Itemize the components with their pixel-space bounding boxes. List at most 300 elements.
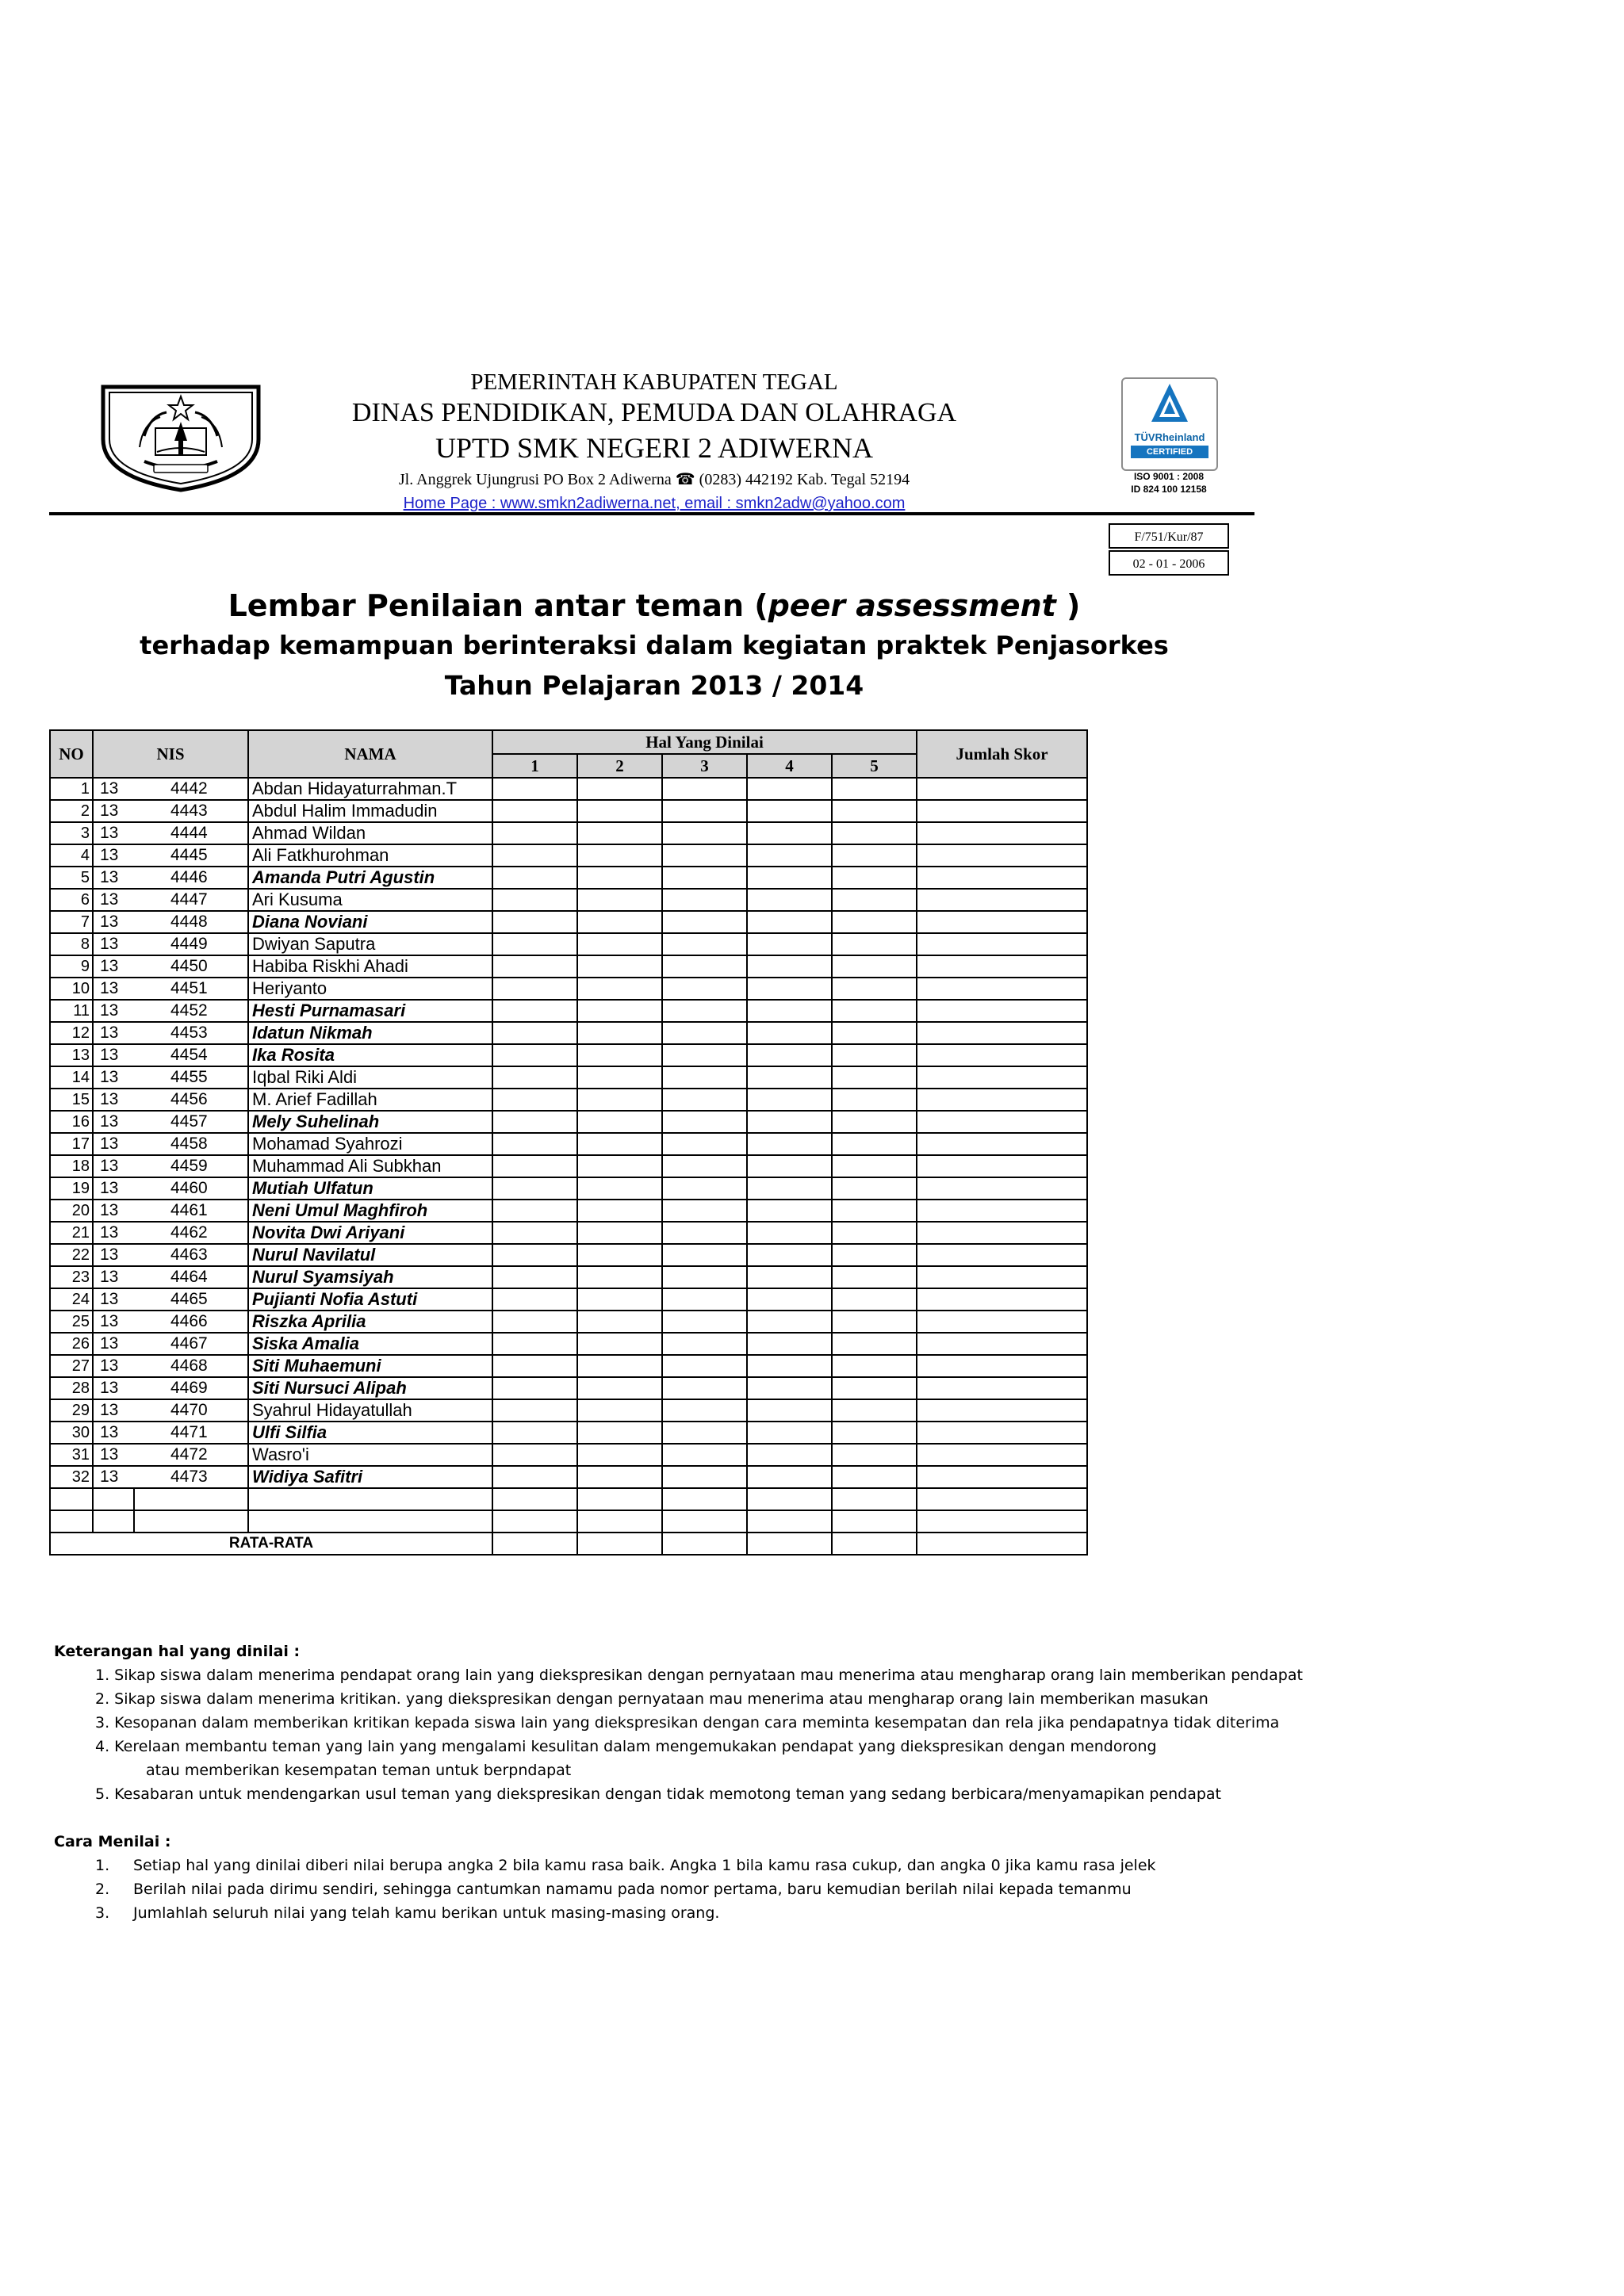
total-cell[interactable] xyxy=(917,800,1087,822)
score-cell[interactable] xyxy=(577,1177,662,1200)
total-cell[interactable] xyxy=(917,1510,1087,1533)
score-cell[interactable] xyxy=(577,800,662,822)
score-cell[interactable] xyxy=(832,1510,917,1533)
student-name: Widiya Safitri xyxy=(248,1466,492,1488)
score-cell[interactable] xyxy=(832,1244,917,1266)
score-cell[interactable] xyxy=(747,1066,832,1089)
score-cell[interactable] xyxy=(492,1444,577,1466)
table-row xyxy=(50,1044,1087,1066)
score-cell[interactable] xyxy=(577,844,662,867)
student-number: 13 xyxy=(50,1044,93,1066)
table-row xyxy=(50,1311,1087,1333)
total-cell[interactable] xyxy=(917,1133,1087,1155)
student-nis: 4447 xyxy=(134,889,248,911)
score-cell[interactable] xyxy=(492,1022,577,1044)
score-cell[interactable] xyxy=(577,1000,662,1022)
score-cell[interactable] xyxy=(747,1000,832,1022)
score-cell[interactable] xyxy=(492,1266,577,1288)
score-cell[interactable] xyxy=(662,867,747,889)
student-number: 3 xyxy=(50,822,93,844)
criteria-item-2: 2. Sikap siswa dalam menerima kritikan. yang diekspresikan dengan pernyataan mau menerima atau mengharap orang lain memberikan masukan xyxy=(95,1690,1208,1708)
student-nis: 4471 xyxy=(134,1422,248,1444)
score-cell[interactable] xyxy=(832,867,917,889)
score-cell[interactable] xyxy=(832,1200,917,1222)
score-cell[interactable] xyxy=(577,1355,662,1377)
table-row xyxy=(50,1111,1087,1133)
score-cell[interactable] xyxy=(662,1488,747,1510)
total-cell[interactable] xyxy=(917,822,1087,844)
score-cell[interactable] xyxy=(492,1155,577,1177)
score-cell[interactable] xyxy=(577,1066,662,1089)
student-nis: 4470 xyxy=(134,1399,248,1422)
score-cell[interactable] xyxy=(662,1022,747,1044)
score-cell[interactable] xyxy=(832,778,917,800)
score-cell[interactable] xyxy=(832,1444,917,1466)
blank-cell[interactable] xyxy=(93,1510,134,1533)
total-cell[interactable] xyxy=(917,1444,1087,1466)
student-number: 30 xyxy=(50,1422,93,1444)
score-cell[interactable] xyxy=(662,1355,747,1377)
blank-cell[interactable] xyxy=(134,1510,248,1533)
score-cell[interactable] xyxy=(492,1222,577,1244)
score-cell[interactable] xyxy=(747,1355,832,1377)
total-cell[interactable] xyxy=(917,1177,1087,1200)
score-cell[interactable] xyxy=(577,1089,662,1111)
blank-cell[interactable] xyxy=(50,1510,93,1533)
homepage-link[interactable]: Home Page : www.smkn2adiwerna.net, email : smkn2adw@yahoo.com xyxy=(403,495,906,512)
total-cell[interactable] xyxy=(917,1089,1087,1111)
student-nis: 4446 xyxy=(134,867,248,889)
score-cell[interactable] xyxy=(832,1044,917,1066)
score-cell[interactable] xyxy=(832,1311,917,1333)
score-cell[interactable] xyxy=(662,1466,747,1488)
score-cell[interactable] xyxy=(832,800,917,822)
score-cell[interactable] xyxy=(492,1089,577,1111)
score-cell[interactable] xyxy=(492,1333,577,1355)
document-date: 02 - 01 - 2006 xyxy=(1109,550,1229,576)
total-cell[interactable] xyxy=(917,889,1087,911)
blank-cell[interactable] xyxy=(93,1488,134,1510)
total-cell[interactable] xyxy=(917,955,1087,978)
total-cell[interactable] xyxy=(917,1111,1087,1133)
score-cell[interactable] xyxy=(747,1266,832,1288)
score-cell[interactable] xyxy=(832,1066,917,1089)
blank-cell[interactable] xyxy=(50,1488,93,1510)
score-cell[interactable] xyxy=(832,955,917,978)
student-number: 16 xyxy=(50,1111,93,1133)
student-name: Syahrul Hidayatullah xyxy=(248,1399,492,1422)
score-cell[interactable] xyxy=(832,1155,917,1177)
student-number: 6 xyxy=(50,889,93,911)
score-cell[interactable] xyxy=(662,978,747,1000)
score-cell[interactable] xyxy=(747,1399,832,1422)
score-cell[interactable] xyxy=(832,1488,917,1510)
score-cell[interactable] xyxy=(662,800,747,822)
score-cell[interactable] xyxy=(747,1111,832,1133)
score-cell[interactable] xyxy=(577,978,662,1000)
student-nis: 4461 xyxy=(134,1200,248,1222)
score-cell[interactable] xyxy=(577,1200,662,1222)
total-cell[interactable] xyxy=(917,911,1087,933)
blank-cell[interactable] xyxy=(248,1510,492,1533)
header-nis: NIS xyxy=(93,730,248,778)
student-nis: 4472 xyxy=(134,1444,248,1466)
total-cell[interactable] xyxy=(917,1333,1087,1355)
score-cell[interactable] xyxy=(662,955,747,978)
score-cell[interactable] xyxy=(832,1089,917,1111)
document-code: F/751/Kur/87 xyxy=(1109,523,1229,549)
score-cell[interactable] xyxy=(832,889,917,911)
student-nis-prefix: 13 xyxy=(93,1089,134,1111)
score-cell[interactable] xyxy=(577,1422,662,1444)
instruction-item xyxy=(54,1877,1259,1901)
score-cell[interactable] xyxy=(492,933,577,955)
instruction-text: Setiap hal yang dinilai diberi nilai berupa angka 2 bila kamu rasa baik. Angka 1 bila kamu rasa cukup, dan angka 0 jika kamu rasa jelek xyxy=(133,1857,1156,1874)
score-cell[interactable] xyxy=(492,911,577,933)
total-cell[interactable] xyxy=(917,1000,1087,1022)
score-cell[interactable] xyxy=(577,1155,662,1177)
score-cell[interactable] xyxy=(492,844,577,867)
score-cell[interactable] xyxy=(662,1333,747,1355)
total-cell[interactable] xyxy=(917,1044,1087,1066)
score-cell[interactable] xyxy=(832,844,917,867)
score-cell[interactable] xyxy=(492,1288,577,1311)
score-cell[interactable] xyxy=(662,1044,747,1066)
school-name: UPTD SMK NEGERI 2 ADIWERNA xyxy=(435,432,873,464)
score-cell[interactable] xyxy=(662,1510,747,1533)
student-nis-prefix: 13 xyxy=(93,1244,134,1266)
total-cell[interactable] xyxy=(917,1377,1087,1399)
student-nis: 4444 xyxy=(134,822,248,844)
student-number: 29 xyxy=(50,1399,93,1422)
score-cell[interactable] xyxy=(662,844,747,867)
student-nis: 4442 xyxy=(134,778,248,800)
score-cell[interactable] xyxy=(662,1288,747,1311)
table-row xyxy=(50,1200,1087,1222)
score-cell[interactable] xyxy=(492,1200,577,1222)
score-cell[interactable] xyxy=(662,1266,747,1288)
score-cell[interactable] xyxy=(832,1222,917,1244)
score-cell[interactable] xyxy=(577,1333,662,1355)
student-number: 27 xyxy=(50,1355,93,1377)
table-row xyxy=(50,911,1087,933)
average-cell[interactable] xyxy=(832,1533,917,1555)
score-cell[interactable] xyxy=(492,1355,577,1377)
score-cell[interactable] xyxy=(492,1111,577,1133)
student-number: 4 xyxy=(50,844,93,867)
score-cell[interactable] xyxy=(577,889,662,911)
total-cell[interactable] xyxy=(917,867,1087,889)
student-name: Mutiah Ulfatun xyxy=(248,1177,492,1200)
student-nis-prefix: 13 xyxy=(93,1044,134,1066)
score-cell[interactable] xyxy=(577,933,662,955)
score-cell[interactable] xyxy=(662,1244,747,1266)
score-cell[interactable] xyxy=(577,1510,662,1533)
score-cell[interactable] xyxy=(662,1089,747,1111)
score-cell[interactable] xyxy=(492,1399,577,1422)
score-cell[interactable] xyxy=(492,1377,577,1399)
average-cell[interactable] xyxy=(747,1533,832,1555)
score-cell[interactable] xyxy=(662,822,747,844)
student-nis-prefix: 13 xyxy=(93,1399,134,1422)
average-cell[interactable] xyxy=(492,1533,577,1555)
score-cell[interactable] xyxy=(492,1133,577,1155)
score-cell[interactable] xyxy=(577,1288,662,1311)
student-nis-prefix: 13 xyxy=(93,1200,134,1222)
score-cell[interactable] xyxy=(577,1022,662,1044)
total-cell[interactable] xyxy=(917,933,1087,955)
score-cell[interactable] xyxy=(492,1177,577,1200)
score-cell[interactable] xyxy=(577,955,662,978)
average-total-cell[interactable] xyxy=(917,1533,1087,1555)
score-cell[interactable] xyxy=(492,1044,577,1066)
score-cell[interactable] xyxy=(577,1444,662,1466)
score-cell[interactable] xyxy=(662,1200,747,1222)
score-cell[interactable] xyxy=(832,1177,917,1200)
score-cell[interactable] xyxy=(747,800,832,822)
score-cell[interactable] xyxy=(747,1510,832,1533)
total-cell[interactable] xyxy=(917,1022,1087,1044)
score-cell[interactable] xyxy=(662,1422,747,1444)
student-nis-prefix: 13 xyxy=(93,1466,134,1488)
student-nis: 4458 xyxy=(134,1133,248,1155)
score-cell[interactable] xyxy=(747,1200,832,1222)
score-cell[interactable] xyxy=(747,978,832,1000)
score-cell[interactable] xyxy=(747,778,832,800)
score-cell[interactable] xyxy=(832,1377,917,1399)
student-number: 23 xyxy=(50,1266,93,1288)
score-cell[interactable] xyxy=(747,1222,832,1244)
score-cell[interactable] xyxy=(577,1266,662,1288)
score-cell[interactable] xyxy=(577,1377,662,1399)
letterhead xyxy=(285,368,1023,515)
blank-cell[interactable] xyxy=(134,1488,248,1510)
score-cell[interactable] xyxy=(747,1422,832,1444)
total-cell[interactable] xyxy=(917,1488,1087,1510)
score-cell[interactable] xyxy=(662,1066,747,1089)
score-cell[interactable] xyxy=(662,1444,747,1466)
student-nis: 4457 xyxy=(134,1111,248,1133)
score-cell[interactable] xyxy=(832,933,917,955)
table-row-average xyxy=(50,1533,1087,1555)
score-cell[interactable] xyxy=(662,889,747,911)
score-cell[interactable] xyxy=(747,911,832,933)
score-cell[interactable] xyxy=(492,1488,577,1510)
score-cell[interactable] xyxy=(747,933,832,955)
total-cell[interactable] xyxy=(917,1155,1087,1177)
table-row xyxy=(50,844,1087,867)
total-cell[interactable] xyxy=(917,1422,1087,1444)
score-cell[interactable] xyxy=(492,978,577,1000)
score-cell[interactable] xyxy=(492,1000,577,1022)
score-cell[interactable] xyxy=(832,911,917,933)
total-cell[interactable] xyxy=(917,1288,1087,1311)
score-cell[interactable] xyxy=(747,822,832,844)
score-cell[interactable] xyxy=(747,1177,832,1200)
student-number: 11 xyxy=(50,1000,93,1022)
student-number: 15 xyxy=(50,1089,93,1111)
score-cell[interactable] xyxy=(577,1111,662,1133)
score-cell[interactable] xyxy=(492,955,577,978)
score-cell[interactable] xyxy=(747,844,832,867)
score-cell[interactable] xyxy=(577,1311,662,1333)
score-cell[interactable] xyxy=(832,1355,917,1377)
header-criterion-2: 2 xyxy=(577,754,662,778)
score-cell[interactable] xyxy=(662,1311,747,1333)
table-row xyxy=(50,800,1087,822)
criteria-heading: Keterangan hal yang dinilai : xyxy=(54,1643,301,1660)
score-cell[interactable] xyxy=(577,867,662,889)
average-cell[interactable] xyxy=(662,1533,747,1555)
score-cell[interactable] xyxy=(662,1000,747,1022)
score-cell[interactable] xyxy=(747,1488,832,1510)
header-criterion-1: 1 xyxy=(492,754,577,778)
score-cell[interactable] xyxy=(747,889,832,911)
student-nis-prefix: 13 xyxy=(93,1444,134,1466)
score-cell[interactable] xyxy=(832,1266,917,1288)
score-cell[interactable] xyxy=(747,1244,832,1266)
table-row xyxy=(50,1177,1087,1200)
tuv-triangle-icon xyxy=(1123,379,1216,431)
score-cell[interactable] xyxy=(492,1466,577,1488)
student-nis: 4460 xyxy=(134,1177,248,1200)
total-cell[interactable] xyxy=(917,1311,1087,1333)
student-name: Iqbal Riki Aldi xyxy=(248,1066,492,1089)
score-cell[interactable] xyxy=(577,1244,662,1266)
average-cell[interactable] xyxy=(577,1533,662,1555)
student-nis-prefix: 13 xyxy=(93,867,134,889)
table-row xyxy=(50,1355,1087,1377)
score-cell[interactable] xyxy=(832,1111,917,1133)
score-cell[interactable] xyxy=(492,867,577,889)
score-cell[interactable] xyxy=(662,1177,747,1200)
student-name: Wasro'i xyxy=(248,1444,492,1466)
score-cell[interactable] xyxy=(832,822,917,844)
score-cell[interactable] xyxy=(747,955,832,978)
score-cell[interactable] xyxy=(577,1488,662,1510)
score-cell[interactable] xyxy=(662,1377,747,1399)
score-cell[interactable] xyxy=(662,933,747,955)
total-cell[interactable] xyxy=(917,1355,1087,1377)
score-cell[interactable] xyxy=(832,1288,917,1311)
header-criterion-5: 5 xyxy=(832,754,917,778)
total-cell[interactable] xyxy=(917,978,1087,1000)
score-cell[interactable] xyxy=(832,1022,917,1044)
score-cell[interactable] xyxy=(492,822,577,844)
score-cell[interactable] xyxy=(747,867,832,889)
score-cell[interactable] xyxy=(492,1311,577,1333)
score-cell[interactable] xyxy=(577,1222,662,1244)
criteria-item-5: 5. Kesabaran untuk mendengarkan usul teman yang diekspresikan dengan tidak memotong teman yang sedang berbicara/menyamapikan pendapat xyxy=(95,1785,1221,1803)
score-cell[interactable] xyxy=(747,1377,832,1399)
student-number: 28 xyxy=(50,1377,93,1399)
table-row xyxy=(50,822,1087,844)
score-cell[interactable] xyxy=(492,778,577,800)
iso-id: ID 824 100 12158 xyxy=(1131,484,1207,495)
score-cell[interactable] xyxy=(577,1399,662,1422)
score-cell[interactable] xyxy=(492,1510,577,1533)
total-cell[interactable] xyxy=(917,1066,1087,1089)
student-name: Neni Umul Maghfiroh xyxy=(248,1200,492,1222)
total-cell[interactable] xyxy=(917,1399,1087,1422)
score-cell[interactable] xyxy=(832,1333,917,1355)
score-cell[interactable] xyxy=(662,1399,747,1422)
score-cell[interactable] xyxy=(577,1466,662,1488)
table-row xyxy=(50,1422,1087,1444)
student-nis: 4467 xyxy=(134,1333,248,1355)
score-cell[interactable] xyxy=(662,1133,747,1155)
score-cell[interactable] xyxy=(832,1399,917,1422)
score-cell[interactable] xyxy=(747,1333,832,1355)
total-cell[interactable] xyxy=(917,1222,1087,1244)
total-cell[interactable] xyxy=(917,1200,1087,1222)
table-row xyxy=(50,1066,1087,1089)
table-row xyxy=(50,1399,1087,1422)
assessment-criteria-notes xyxy=(54,1640,1303,1806)
score-cell[interactable] xyxy=(747,1288,832,1311)
total-cell[interactable] xyxy=(917,778,1087,800)
score-cell[interactable] xyxy=(832,978,917,1000)
total-cell[interactable] xyxy=(917,1266,1087,1288)
score-cell[interactable] xyxy=(747,1089,832,1111)
score-cell[interactable] xyxy=(747,1466,832,1488)
score-cell[interactable] xyxy=(662,1111,747,1133)
score-cell[interactable] xyxy=(662,1222,747,1244)
score-cell[interactable] xyxy=(747,1155,832,1177)
score-cell[interactable] xyxy=(492,1244,577,1266)
student-nis: 4443 xyxy=(134,800,248,822)
score-cell[interactable] xyxy=(832,1422,917,1444)
score-cell[interactable] xyxy=(747,1044,832,1066)
score-cell[interactable] xyxy=(662,778,747,800)
score-cell[interactable] xyxy=(747,1444,832,1466)
student-nis: 4468 xyxy=(134,1355,248,1377)
student-nis-prefix: 13 xyxy=(93,800,134,822)
student-nis: 4454 xyxy=(134,1044,248,1066)
score-cell[interactable] xyxy=(832,1133,917,1155)
tuv-certified-label: CERTIFIED xyxy=(1131,446,1208,458)
total-cell[interactable] xyxy=(917,1466,1087,1488)
score-cell[interactable] xyxy=(577,1044,662,1066)
school-address: Jl. Anggrek Ujungrusi PO Box 2 Adiwerna ☎ (0283) 442192 Kab. Tegal 52194 xyxy=(398,471,910,488)
score-cell[interactable] xyxy=(492,1066,577,1089)
score-cell[interactable] xyxy=(577,822,662,844)
score-cell[interactable] xyxy=(747,1311,832,1333)
score-cell[interactable] xyxy=(662,911,747,933)
student-nis: 4463 xyxy=(134,1244,248,1266)
student-name: Siti Nursuci Alipah xyxy=(248,1377,492,1399)
score-cell[interactable] xyxy=(747,1133,832,1155)
student-number: 5 xyxy=(50,867,93,889)
score-cell[interactable] xyxy=(832,1000,917,1022)
score-cell[interactable] xyxy=(577,911,662,933)
student-nis-prefix: 13 xyxy=(93,1222,134,1244)
score-cell[interactable] xyxy=(577,1133,662,1155)
score-cell[interactable] xyxy=(662,1155,747,1177)
score-cell[interactable] xyxy=(492,1422,577,1444)
score-cell[interactable] xyxy=(747,1022,832,1044)
department-name: DINAS PENDIDIKAN, PEMUDA DAN OLAHRAGA xyxy=(351,398,957,427)
student-nis-prefix: 13 xyxy=(93,1066,134,1089)
blank-cell[interactable] xyxy=(248,1488,492,1510)
score-cell[interactable] xyxy=(577,778,662,800)
score-cell[interactable] xyxy=(492,800,577,822)
total-cell[interactable] xyxy=(917,1244,1087,1266)
student-nis-prefix: 13 xyxy=(93,933,134,955)
total-cell[interactable] xyxy=(917,844,1087,867)
score-cell[interactable] xyxy=(832,1466,917,1488)
score-cell[interactable] xyxy=(492,889,577,911)
